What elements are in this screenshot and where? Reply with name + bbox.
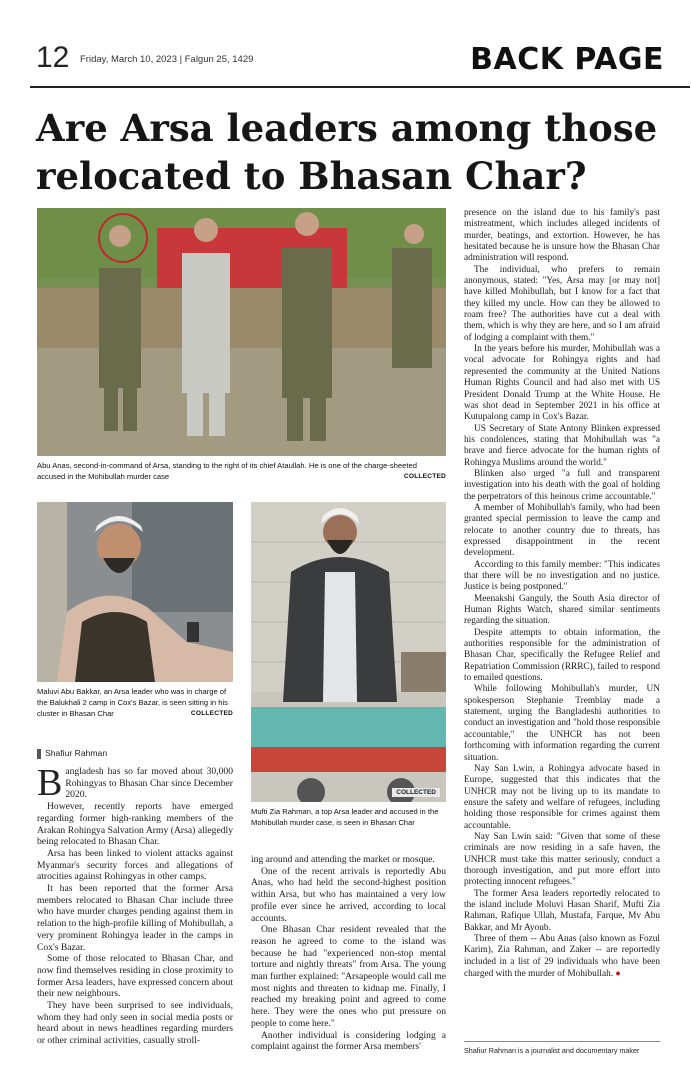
page-number: 12 (36, 41, 70, 74)
article-column-1 (37, 762, 233, 1047)
photo-credit-right: COLLECTED (392, 788, 440, 797)
photo-credit-left: COLLECTED (190, 710, 233, 717)
byline: Shafiur Rahman (45, 748, 108, 758)
headline: Are Arsa leaders among those relocated to Bhasan Char? (36, 106, 658, 198)
caption-left (37, 686, 233, 719)
col3-para-3: In the years before his murder, Mohibullah was a vocal advocate for Rohingya rights and had represented the community at the United Nations Human Rights Council and had also met with US President Donald Trump at the White House. He was shot dead in September 2021 in his office at Kutupalong camp in Cox's Bazar. (464, 344, 660, 423)
col3-para-6: A member of Mohibullah's family, who had been granted special permission to leave the camp and relocate to another country due to threats, has expressed disappointment in the recent development. (464, 502, 660, 559)
folio-date: Friday, March 10, 2023 | Falgun 25, 1429 (80, 54, 254, 65)
col1-para-1: angladesh has so far moved about 30,000 Rohingyas to Bhasan Char since December 2020. (65, 766, 233, 801)
photo-abu-bakkar (37, 502, 233, 682)
col3-para-13: The former Arsa leaders reportedly relocated to the island include Moluvi Hasan Sharif, Mufti Zia Rahman, Rafique Ullah, Mustafa, Farque, Mv Abu Bakkar, and Mr Ayoub. (464, 888, 660, 933)
caption-right: Mufti Zia Rahman, a top Arsa leader and accused in the Mohibullah murder case, is seen in Bhasan Char (251, 807, 439, 827)
col3-para-10: While following Mohibullah's murder, UN spokesperson Stephanie Tremblay made a statement, urging the Bangladeshi authorities to conduct an investigation and "hold those responsible accountable," the UNHCR has not been forthcoming with information regarding the current situation. (464, 684, 660, 763)
col2-para-1: ing around and attending the market or mosque. (251, 854, 435, 865)
col3-para-9: Despite attempts to obtain information, the authorities responsible for the administration of Bhasan Char, specifically the Refugee Relief and Repatriation Commission (RRRC), failed to respond to emailed questions. (464, 627, 660, 684)
col1-para-4: It has been reported that the former Arsa members relocated to Bhasan Char include three who have murder charges pending against them in relation to the high-profile killing of Mohibullah, a very prominent Rohingya leader in the camps in Cox's Bazar. (37, 883, 233, 953)
col1-para-2: However, recently reports have emerged regarding former high-ranking members of the Arakan Rohingya Salvation Army (Arsa) allegedly being relocated to Bhasan Char. (37, 801, 233, 848)
col2-para-4: Another individual is considering lodging a complaint against the former Arsa members' (251, 1029, 446, 1053)
col3-para-14: Three of them -- Abu Anas (also known as Fozul Karim), Zia Rahman, and Zaker -- are reportedly included in a list of 29 individuals who have been charged with the murder of Mohibullah. (464, 934, 660, 980)
section-title: BACK PAGE (470, 42, 664, 77)
article-column-2 (251, 854, 446, 1053)
photo-credit: COLLECTED (403, 473, 446, 480)
footnote-rule (464, 1041, 660, 1042)
photo-group-soldiers (37, 208, 446, 456)
col1-para-3: Arsa has been linked to violent attacks against Myanmar's security forces and allegations of atrocities against Rohingyas in other camps. (37, 847, 233, 883)
col1-para-5: Some of those relocated to Bhasan Char, and now find themselves residing in close proximity to former Arsa leaders, have expressed concern about their new neighbours. (37, 953, 233, 1000)
col3-para-8: Meenakshi Ganguly, the South Asia director of Human Rights Watch, shared similar sentiments regarding the situation. (464, 593, 660, 627)
col2-para-2: One of the recent arrivals is reportedly Abu Anas, who had held the second-highest position within Arsa, but who has maintained a very low profile ever since he arrived, according to local accounts. (251, 865, 446, 924)
dropcap: B (37, 762, 63, 804)
photo-zia-rahman (251, 502, 446, 802)
col3-para-1: presence on the island due to his family's past mistreatment, which includes alleged incidents of murder, beatings, and extortion. However, he has hesitated because he is unsure how the Bhasan Char administration will respond. (464, 208, 660, 264)
article-column-3 (464, 208, 660, 980)
caption-top-text: Abu Anas, second-in-command of Arsa, standing to the right of its chief Ataullah. He is one of the charge-sheeted accused in the Mohibullah murder case (37, 461, 417, 481)
col1-para-6: They have been surprised to see individuals, whom they had only seen in social media posts or heard about in news headlines regarding murders or other criminal activities, casually stroll- (37, 1000, 233, 1047)
header-rule (30, 86, 690, 88)
col2-para-3: One Bhasan Char resident revealed that the reason he agreed to come to the island was because he had "experienced non-stop mental torture and nightly threats" from Arsa. The young man further explained: "Arsapeople would call me most nights and threaten to kidnap me. Finally, I reached my breaking point and agreed to come here. They were the ones who put pressure on people to come here." (251, 924, 446, 1029)
col3-para-2: The individual, who prefers to remain anonymous, stated: "Yes, Arsa may [or may not] have killed Mohibullah, but I know for a fact that they killed my uncle. How can they be allowed to roam free? The authorities have cut a deal with them, which is why they are here, and so I am afraid of lodging a complaint with them." (464, 264, 660, 343)
col3-para-5: Blinken also urged "a full and transparent investigation into his death with the goal of holding the perpetrators of this heinous crime accountable." (464, 468, 660, 502)
byline-bar (37, 749, 41, 759)
author-footnote: Shafiur Rahman is a journalist and documentary maker (464, 1046, 640, 1055)
col3-para-12: Nay San Lwin said: "Given that some of these criminals are now residing in a safe haven, the UNHCR must take this matter seriously, conduct a thorough investigation, and put more effort into protecting innocent refugees." (464, 831, 660, 888)
col3-para-4: US Secretary of State Antony Blinken expressed his condolences, stating that Mohibullah was "a brave and fierce advocate for the human rights of Rohingya Muslims around the world." (464, 423, 660, 468)
col3-para-7: According to this family member: "This indicates that there will be no investigation and no justice. Justice is being postponed." (464, 559, 660, 593)
caption-top (37, 460, 446, 482)
caption-left-text: Maluvi Abu Bakkar, an Arsa leader who was in charge of the Balukhali 2 camp in Cox's Bazar, is seen sitting in his cluster in Bhasan Char (37, 687, 228, 718)
end-mark: ● (615, 968, 621, 979)
col3-para-11: Nay San Lwin, a Rohingya advocate based in Europe, suggested that this indicates that the UNHCR may not be living up to its mandate to ensure the safety and welfare of refugees, including holding those responsible for crimes against them accountable. (464, 763, 660, 831)
